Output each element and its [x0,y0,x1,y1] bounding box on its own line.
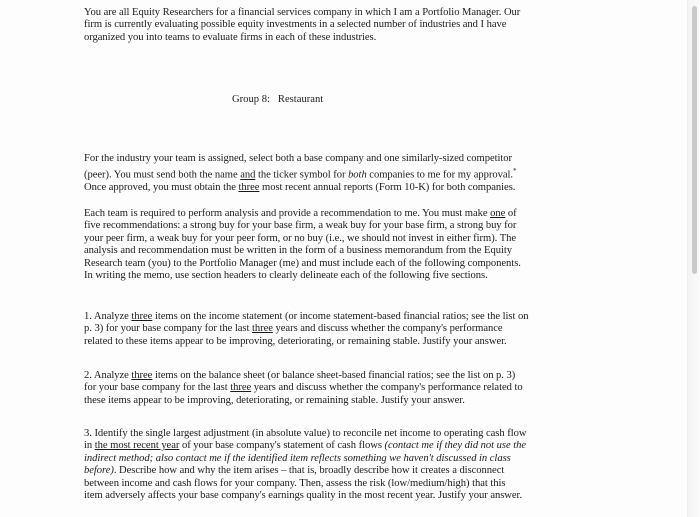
assignment-line-3 [84,182,620,194]
item-1-paragraph [84,311,620,348]
underlined-word: three [238,182,260,194]
item-2-line-3: these items appear to be improving, deteriorating, or remaining stable. Justify your answer. [84,394,465,406]
intro-paragraph [84,7,620,44]
text-run: of [505,208,517,219]
text-run: 1. Analyze [84,311,132,322]
italic-word: both [348,169,367,181]
underlined-word: three [230,382,252,394]
text-run: p. 3) for your base company for the last [84,323,252,335]
item-1-line-2 [84,323,620,335]
text-run: Each team is required to perform analysis and provide a recommendation to me. You must make [84,208,491,219]
text-run: most recent annual reports (Form 10-K) for both companies. [259,182,516,194]
italic-phrase: before) [84,465,114,477]
item-3-line-4 [84,465,620,477]
text-run: years and discuss whether the company's performance related to [251,382,523,394]
assignment-line-1: For the industry your team is assigned, select both a base company and one similarly-sized competitor [84,153,513,164]
text-run: in [84,440,95,452]
item-3-line-6: item adversely affects your base company's earnings quality in the most recent year. Justify your answer. [84,490,523,502]
text-run: for your base company for the last [84,382,231,394]
team-line-1 [84,208,620,220]
scrollbar-thumb[interactable] [692,6,697,274]
underlined-phrase: the most recent year [94,440,180,452]
underlined-word: three [131,370,153,381]
item-3-line-3: indirect method; also contact me if the identified item reflects something we haven't discussed in class [84,452,511,464]
intro-line-2: firm is currently evaluating possible equity investments in a selected number of industries and I have [84,19,507,31]
text-run: . Describe how and why the item arises – that is, broadly describe how it creates a disconnect [113,465,505,477]
text-run: the ticker symbol for [255,169,349,181]
text-run: of your base company's statement of cash flows [179,440,385,452]
item-3-paragraph [84,428,620,502]
underlined-word: three [131,311,153,322]
text-run: companies to me for my approval. [366,169,514,181]
team-paragraph [84,208,620,282]
underlined-word: and [240,169,256,181]
item-2-line-2 [84,382,620,394]
underlined-word: one [490,208,506,219]
team-line-6: In writing the memo, use section headers to clearly delineate each of the following five sections. [84,270,488,282]
text-run: Once approved, you must obtain the [84,182,239,194]
team-line-3: your peer firm, a weak buy for your peer form, or no buy (i.e., we should not invest in either firm). The [84,232,517,244]
team-line-2: five recommendations: a strong buy for your base firm, a weak buy for your base firm, a strong buy for [84,220,517,232]
intro-line-1: You are all Equity Researchers for a financial services company in which I am a Portfolio Manager. Our [84,7,521,18]
vertical-scrollbar[interactable] [687,0,700,517]
text-run: years and discuss whether the company's performance [272,323,503,335]
team-line-4: analysis and recommendation must be written in the form of a business memorandum from the Equity [84,245,512,257]
text-run: 2. Analyze [84,370,132,381]
text-run: (peer). You must send both the name [84,169,241,181]
item-2-line-1 [84,370,620,382]
group-heading: Group 8: Restaurant [232,94,324,105]
italic-phrase: (contact me if they did not use the [384,440,527,452]
item-1-line-3: related to these items appear to be improving, deteriorating, or remaining stable. Justify your answer. [84,335,507,347]
assignment-paragraph [84,153,620,195]
item-1-line-1 [84,311,620,323]
item-3-line-2 [84,440,620,452]
item-2-paragraph [84,370,620,407]
team-line-5: Research team (you) to the Portfolio Manager (me) and must include each of the following components. [84,257,521,269]
footnote-mark: * [513,167,517,176]
intro-line-3: organized you into teams to evaluate firms in each of these industries. [84,31,377,43]
item-3-line-1: 3. Identify the single largest adjustment (in absolute value) to reconcile net income to operating cash flow [84,428,527,439]
text-run: items on the balance sheet (or balance sheet-based financial ratios; see the list on p. 3) [152,370,516,381]
item-3-line-5: between income and cash flows for your company. Then, assess the risk (low/medium/high) that this [84,477,506,489]
assignment-line-2 [84,165,620,182]
text-run: items on the income statement (or income statement-based financial ratios; see the list on [152,311,529,322]
underlined-word: three [252,323,273,335]
